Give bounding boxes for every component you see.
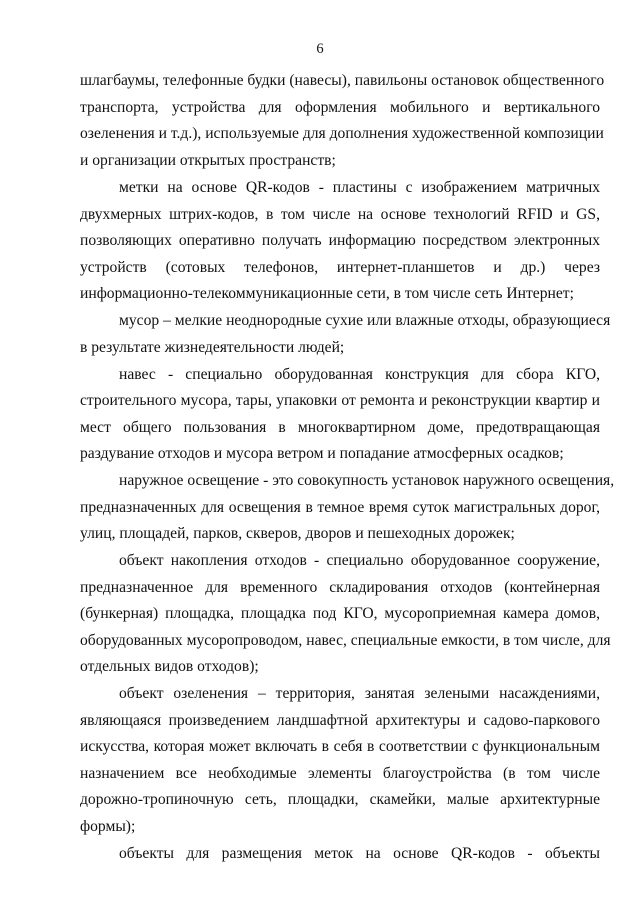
text-line: отдельных видов отходов); <box>80 658 259 675</box>
text-line: мест общего пользования в многоквартирном доме, предотвращающая <box>80 419 600 436</box>
text-line: информационно-телекоммуникационные сети, в том числе сеть Интернет; <box>80 285 574 302</box>
text-line: навес - специально оборудованная конструкция для сбора КГО, <box>119 366 600 383</box>
text-line: назначением все необходимые элементы благоустройства (в том числе <box>80 765 600 782</box>
text-line: раздувание отходов и мусора ветром и попадание атмосферных осадков; <box>80 445 564 462</box>
text-line: объект накопления отходов - специально оборудованное сооружение, <box>119 552 600 569</box>
text-line: и организации открытых пространств; <box>80 152 336 169</box>
text-line: искусства, которая может включать в себя в соответствии с функциональным <box>80 738 600 755</box>
text-line: объекты для размещения меток на основе QR-кодов - объекты <box>119 845 600 862</box>
text-line: метки на основе QR-кодов - пластины с изображением матричных <box>119 179 600 196</box>
text-line: транспорта, устройства для оформления мобильного и вертикального <box>80 99 600 116</box>
text-line: объект озеленения – территория, занятая зелеными насаждениями, <box>119 685 600 702</box>
text-line: дорожно-тропиночную сеть, площадки, скамейки, малые архитектурные <box>80 791 600 808</box>
text-line: улиц, площадей, парков, скверов, дворов и пешеходных дорожек; <box>80 525 515 542</box>
text-line: двухмерных штрих-кодов, в том числе на основе технологий RFID и GS, <box>80 206 600 223</box>
text-line: шлагбаумы, телефонные будки (навесы), павильоны остановок общественного <box>80 72 605 89</box>
text-line: озеленения и т.д.), используемые для дополнения художественной композиции <box>80 125 604 142</box>
text-line: (бункерная) площадка, площадка под КГО, мусороприемная камера домов, <box>80 605 600 622</box>
text-line: строительного мусора, тары, упаковки от ремонта и реконструкции квартир и <box>80 392 600 409</box>
text-line: позволяющих оперативно получать информацию посредством электронных <box>80 232 600 249</box>
text-line: предназначенное для временного складирования отходов (контейнерная <box>80 579 600 596</box>
page-number: 6 <box>316 41 324 57</box>
text-line: предназначенных для освещения в темное время суток магистральных дорог, <box>80 499 600 516</box>
text-line: формы); <box>80 818 136 835</box>
text-line: устройств (сотовых телефонов, интернет-планшетов и др.) через <box>80 259 600 276</box>
text-line: мусор – мелкие неоднородные сухие или влажные отходы, образующиеся <box>119 312 611 329</box>
text-line: в результате жизнедеятельности людей; <box>80 339 345 356</box>
text-line: являющаяся произведением ландшафтной архитектуры и садово-паркового <box>80 712 600 729</box>
text-line: наружное освещение - это совокупность установок наружного освещения, <box>119 472 615 489</box>
text-line: оборудованных мусоропроводом, навес, специальные емкости, в том числе, для <box>80 632 611 649</box>
